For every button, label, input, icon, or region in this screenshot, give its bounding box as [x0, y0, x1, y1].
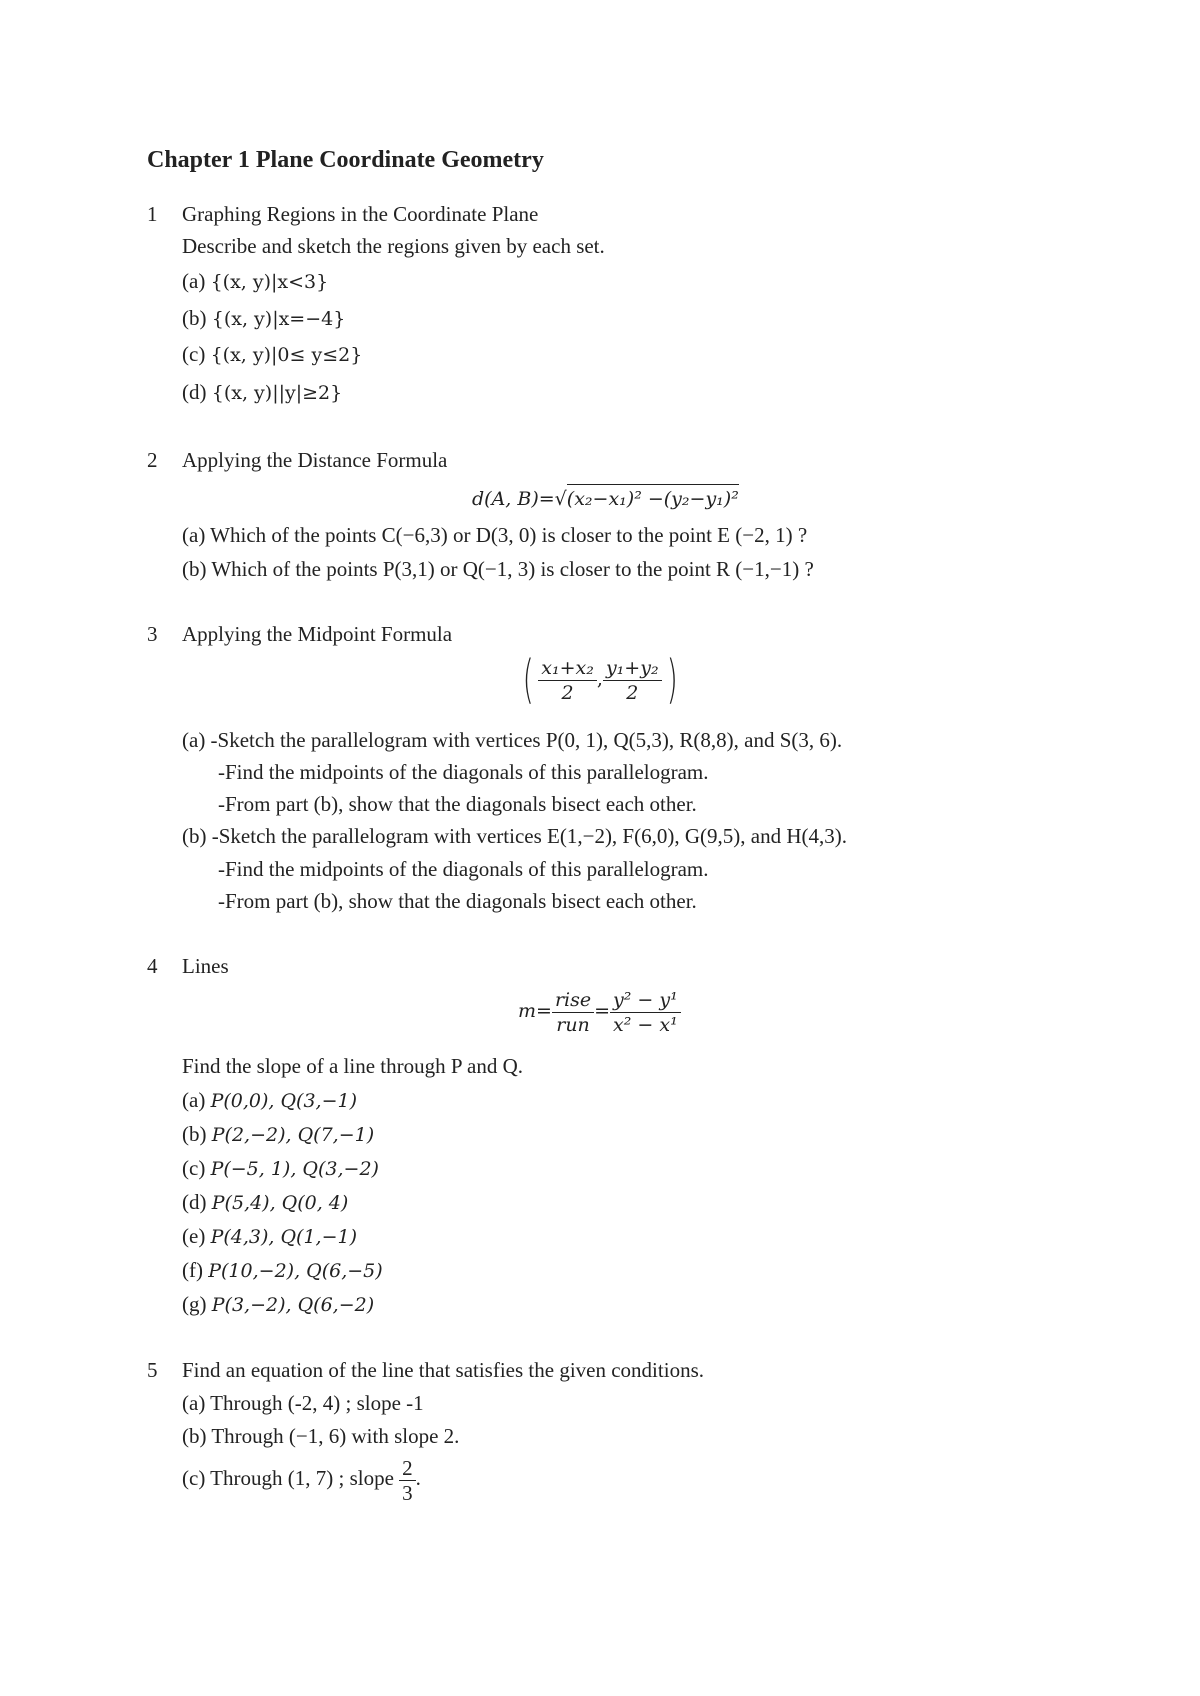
- set-expression: {(x, y)|x=−4}: [211, 308, 346, 330]
- midpoint-formula: [518, 648, 682, 709]
- slope-numerator: 2: [399, 1456, 416, 1481]
- y-numerator: y₁+y₂: [603, 656, 662, 681]
- slope-formula: [518, 982, 681, 1039]
- set-expression: {(x, y)|0≤ y≤2}: [210, 344, 363, 366]
- section-4-item-f: [182, 1257, 383, 1284]
- item-label: (a): [182, 1088, 206, 1112]
- section-5-item-a: (a) Through (-2, 4) ; slope -1: [182, 1391, 424, 1415]
- rise-run-fraction: [552, 988, 594, 1037]
- section-5-heading: Find an equation of the line that satisfies the given conditions.: [182, 1358, 704, 1382]
- set-expression: {(x, y)||y|≥2}: [211, 382, 343, 404]
- section-2-number: 2: [147, 448, 158, 472]
- item-label: (e): [182, 1224, 206, 1248]
- section-2-item-b: (b) Which of the points P(3,1) or Q(−1, 3) is closer to the point R (−1,−1) ?: [182, 557, 814, 581]
- point-pair: P(3,−2), Q(6,−2): [211, 1294, 375, 1316]
- set-expression: {(x, y)|x<3}: [210, 271, 329, 293]
- sqrt-symbol: √: [554, 488, 567, 510]
- section-1-instruction: Describe and sketch the regions given by each set.: [182, 234, 605, 258]
- item-label: (c): [182, 342, 206, 366]
- item-label: (d): [182, 380, 207, 404]
- section-5-number: 5: [147, 1358, 158, 1382]
- y-denominator: 2: [626, 681, 639, 704]
- section-1-item-d: [182, 379, 342, 406]
- period: .: [415, 1466, 421, 1490]
- item-label: (b): [182, 306, 207, 330]
- section-3-a-line-1: (a) -Sketch the parallelogram with vertices P(0, 1), Q(5,3), R(8,8), and S(3, 6).: [182, 728, 843, 752]
- section-3-b-line-2: -Find the midpoints of the diagonals of this parallelogram.: [218, 857, 709, 881]
- x-numerator: x₁+x₂: [538, 656, 597, 681]
- point-pair: P(−5, 1), Q(3,−2): [210, 1158, 379, 1180]
- section-5-item-c: [182, 1450, 421, 1506]
- y-fraction: [603, 656, 662, 705]
- section-3-number: 3: [147, 622, 158, 646]
- section-3-a-line-2: -Find the midpoints of the diagonals of this parallelogram.: [218, 760, 709, 784]
- section-1-heading: Graphing Regions in the Coordinate Plane: [182, 202, 539, 226]
- left-paren: (: [522, 650, 534, 711]
- distance-formula: [472, 484, 739, 512]
- point-pair: P(5,4), Q(0, 4): [211, 1192, 349, 1214]
- section-3-heading: Applying the Midpoint Formula: [182, 622, 453, 646]
- section-5-item-b: (b) Through (−1, 6) with slope 2.: [182, 1424, 460, 1448]
- slope-lhs: m=: [518, 1000, 552, 1022]
- delta-fraction: [610, 988, 681, 1037]
- section-1-item-c: [182, 341, 362, 368]
- comma: ,: [596, 668, 603, 690]
- delta-y: y² − y¹: [610, 988, 681, 1013]
- point-pair: P(10,−2), Q(6,−5): [208, 1260, 383, 1282]
- section-2-heading: Applying the Distance Formula: [182, 448, 448, 472]
- run: run: [556, 1013, 590, 1036]
- section-1-item-b: [182, 305, 345, 332]
- item-label: (a): [182, 269, 206, 293]
- section-4-item-c: [182, 1155, 379, 1182]
- point-pair: P(2,−2), Q(7,−1): [211, 1124, 375, 1146]
- section-4-heading: Lines: [182, 954, 229, 978]
- section-4-number: 4: [147, 954, 158, 978]
- item-label: (f): [182, 1258, 203, 1282]
- slope-denominator: 3: [402, 1480, 413, 1505]
- item-c-text: (c) Through (1, 7) ; slope: [182, 1466, 394, 1490]
- chapter-title: Chapter 1 Plane Coordinate Geometry: [147, 147, 544, 173]
- equals: =: [594, 1000, 611, 1022]
- point-pair: P(4,3), Q(1,−1): [210, 1226, 358, 1248]
- item-label: (g): [182, 1292, 207, 1316]
- section-1-number: 1: [147, 202, 158, 226]
- section-2-item-a: (a) Which of the points C(−6,3) or D(3, 0) is closer to the point E (−2, 1) ?: [182, 523, 808, 547]
- section-3-b-line-3: -From part (b), show that the diagonals bisect each other.: [218, 889, 697, 913]
- item-label: (b): [182, 1122, 207, 1146]
- section-4-item-a: [182, 1087, 357, 1114]
- x-denominator: 2: [561, 681, 574, 704]
- slope-fraction: [399, 1456, 416, 1505]
- section-3-a-line-3: -From part (b), show that the diagonals bisect each other.: [218, 792, 697, 816]
- section-4-item-d: [182, 1189, 348, 1216]
- section-4-item-g: [182, 1291, 374, 1318]
- section-4-item-b: [182, 1121, 374, 1148]
- formula-radicand: (x₂−x₁)² −(y₂−y₁)²: [567, 484, 739, 512]
- x-fraction: [538, 656, 597, 705]
- rise: rise: [552, 988, 594, 1013]
- delta-x: x² − x¹: [613, 1013, 678, 1036]
- item-label: (d): [182, 1190, 207, 1214]
- formula-lhs: d(A, B)=: [472, 488, 555, 510]
- section-4-item-e: [182, 1223, 357, 1250]
- item-label: (c): [182, 1156, 206, 1180]
- section-4-instruction: Find the slope of a line through P and Q.: [182, 1054, 524, 1078]
- right-paren: ): [666, 650, 678, 711]
- section-1-item-a: [182, 268, 328, 295]
- section-3-b-line-1: (b) -Sketch the parallelogram with vertices E(1,−2), F(6,0), G(9,5), and H(4,3).: [182, 824, 847, 848]
- point-pair: P(0,0), Q(3,−1): [210, 1090, 358, 1112]
